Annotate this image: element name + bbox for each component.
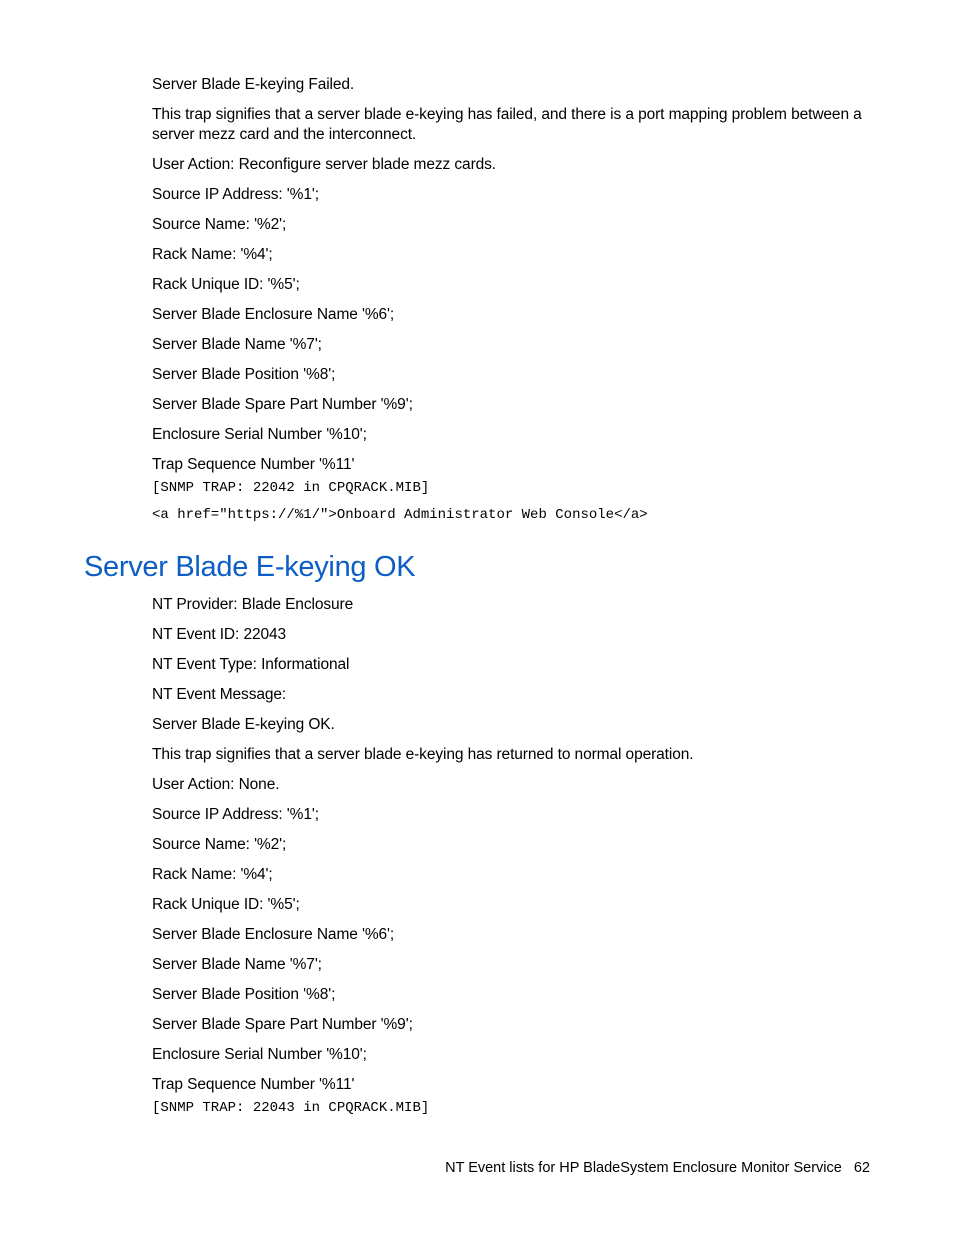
field-enclosure-serial: Enclosure Serial Number '%10';	[152, 426, 367, 443]
field-blade-name: Server Blade Name '%7';	[152, 956, 322, 973]
field-rack-name: Rack Name: '%4';	[152, 246, 273, 263]
field-source-name: Source Name: '%2';	[152, 836, 287, 853]
user-action: User Action: None.	[152, 776, 280, 793]
field-rack-name: Rack Name: '%4';	[152, 866, 273, 883]
page-number: 62	[853, 1160, 870, 1176]
nt-event-id: NT Event ID: 22043	[152, 626, 287, 643]
field-source-name: Source Name: '%2';	[152, 216, 287, 233]
field-blade-position: Server Blade Position '%8';	[152, 366, 336, 383]
footer-title: NT Event lists for HP BladeSystem Enclosure Monitor Service	[445, 1160, 842, 1176]
field-rack-unique-id: Rack Unique ID: '%5';	[152, 276, 300, 293]
snmp-trap-code: [SNMP TRAP: 22043 in CPQRACK.MIB]	[152, 1100, 430, 1116]
nt-event-type: NT Event Type: Informational	[152, 656, 350, 673]
field-enclosure-name: Server Blade Enclosure Name '%6';	[152, 306, 395, 323]
section-ekeying-ok-body	[152, 595, 872, 1126]
web-console-link-code: <a href="https://%1/">Onboard Administrator Web Console</a>	[152, 507, 648, 523]
page-footer	[445, 1158, 870, 1178]
section-heading: Server Blade E-keying OK	[84, 551, 416, 583]
nt-provider: NT Provider: Blade Enclosure	[152, 596, 354, 613]
field-blade-name: Server Blade Name '%7';	[152, 336, 322, 353]
field-source-ip: Source IP Address: '%1';	[152, 806, 319, 823]
field-spare-part-number: Server Blade Spare Part Number '%9';	[152, 396, 413, 413]
field-source-ip: Source IP Address: '%1';	[152, 186, 319, 203]
field-enclosure-serial: Enclosure Serial Number '%10';	[152, 1046, 367, 1063]
event-message: Server Blade E-keying OK.	[152, 716, 335, 733]
user-action: User Action: Reconfigure server blade mezz cards.	[152, 156, 497, 173]
field-spare-part-number: Server Blade Spare Part Number '%9';	[152, 1016, 413, 1033]
field-blade-position: Server Blade Position '%8';	[152, 986, 336, 1003]
nt-event-message-label: NT Event Message:	[152, 686, 287, 703]
event-description: This trap signifies that a server blade e-keying has returned to normal operation.	[152, 746, 694, 763]
field-trap-sequence: Trap Sequence Number '%11'	[152, 1076, 355, 1093]
field-enclosure-name: Server Blade Enclosure Name '%6';	[152, 926, 395, 943]
event-message: Server Blade E-keying Failed.	[152, 76, 355, 93]
section-ekeying-failed-body	[152, 75, 872, 533]
field-trap-sequence: Trap Sequence Number '%11'	[152, 456, 355, 473]
field-rack-unique-id: Rack Unique ID: '%5';	[152, 896, 300, 913]
snmp-trap-code: [SNMP TRAP: 22042 in CPQRACK.MIB]	[152, 480, 430, 496]
event-description: This trap signifies that a server blade e-keying has failed, and there is a port mapping problem between a server mezz card and the interconnect.	[152, 106, 862, 143]
